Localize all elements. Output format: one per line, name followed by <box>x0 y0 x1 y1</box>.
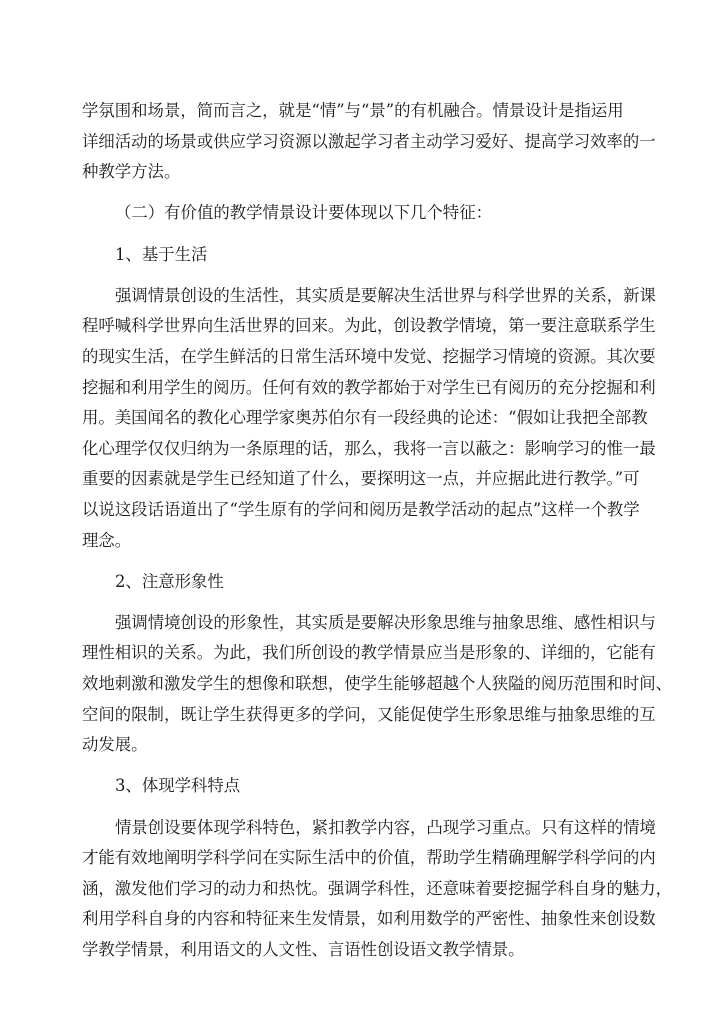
item-heading-2: 2、注意形象性 <box>115 571 224 591</box>
text-line: 理性相识的关系。为此，我们所创设的教学情景应当是形象的、详细的，它能有 <box>82 643 656 663</box>
text-line: 才能有效地阐明学科学问在实际生活中的价值，帮助学生精确理解学科学问的内 <box>82 848 656 868</box>
text-line: 详细活动的场景或供应学习资源以激起学习者主动学习爱好、提高学习效率的一 <box>82 131 656 151</box>
text-line: 效地刺激和激发学生的想像和联想，使学生能够超越个人狭隘的阅历范围和时间、 <box>82 674 673 694</box>
text-line: 情景创设要体现学科特色，紧扣教学内容，凸现学习重点。只有这样的情境 <box>115 817 656 837</box>
section-title: （二）有价值的教学情景设计要体现以下几个特征： <box>115 203 492 223</box>
text-line: 的现实生活，在学生鲜活的日常生活环境中发觉、挖掘学习情境的资源。其次要 <box>82 346 656 366</box>
item-heading-3: 3、体现学科特点 <box>115 776 241 796</box>
text-line: 涵，激发他们学习的动力和热忱。强调学科性，还意味着要挖掘学科自身的魅力， <box>82 878 673 898</box>
text-line: 学氛围和场景，简而言之，就是“情”与“景”的有机融合。情景设计是指运用 <box>82 101 624 120</box>
text-line: 程呼喊科学世界向生活世界的回来。为此，创设教学情境，第一要注意联系学生 <box>82 316 656 336</box>
text-line: 以说这段话语道出了“学生原有的学问和阅历是教学活动的起点”这样一个教学 <box>82 499 640 519</box>
text-line: 重要的因素就是学生已经知道了什么，要探明这一点，并应据此进行教学。”可 <box>82 469 640 489</box>
text-line: 学教学情景，利用语文的人文性、言语性创设语文教学情景。 <box>82 940 525 959</box>
text-line: 理念。 <box>82 530 132 550</box>
text-line: 种教学方法。 <box>82 162 181 182</box>
text-line: 动发展。 <box>82 735 148 755</box>
text-line: 利用学科自身的内容和特征来生发情景，如利用数学的严密性、抽象性来创设数 <box>82 909 656 929</box>
text-line: 化心理学仅仅归纳为一条原理的话，那么，我将一言以蔽之：影响学习的惟一最 <box>82 438 656 458</box>
item-paragraph-1 <box>82 281 656 556</box>
intro-paragraph <box>82 96 656 188</box>
item-paragraph-2 <box>82 608 673 761</box>
item-paragraph-3 <box>82 813 673 966</box>
text-line: 空间的限制，既让学生获得更多的学问，又能促使学生形象思维与抽象思维的互 <box>82 704 656 724</box>
item-heading-1: 1、基于生活 <box>115 244 208 264</box>
text-line: 强调情景创设的生活性，其实质是要解决生活世界与科学世界的关系，新课 <box>115 285 656 305</box>
text-line: 挖掘和利用学生的阅历。任何有效的教学都始于对学生已有阅历的充分挖掘和利 <box>82 377 656 397</box>
text-line: 强调情境创设的形象性，其实质是要解决形象思维与抽象思维、感性相识与 <box>115 612 656 632</box>
document-body <box>82 96 673 966</box>
text-line: 用。美国闻名的教化心理学家奥苏伯尔有一段经典的论述：“假如让我把全部教 <box>82 408 648 428</box>
